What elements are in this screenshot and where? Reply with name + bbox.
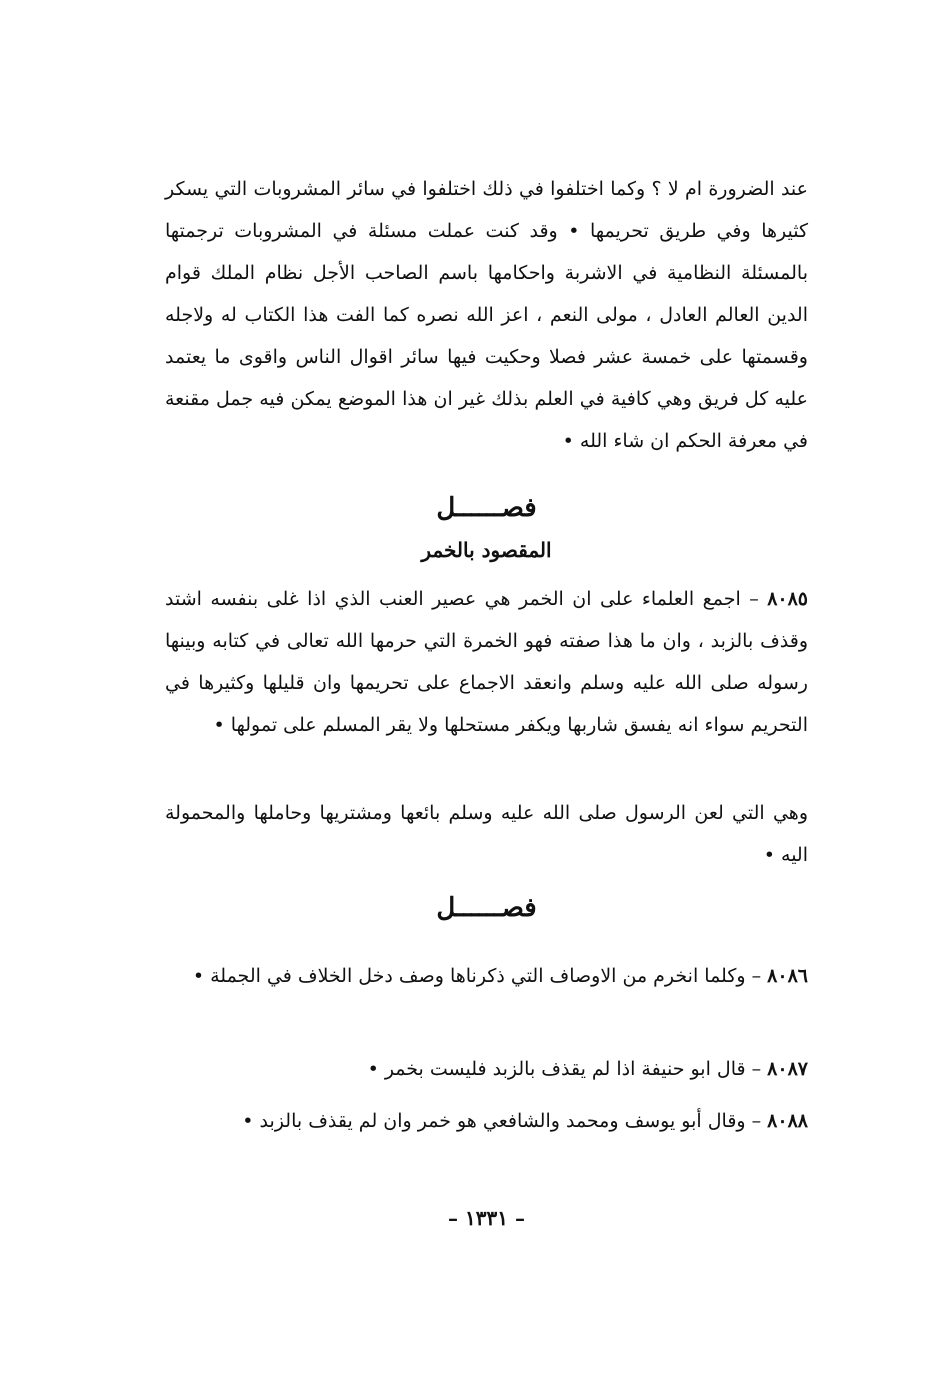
entry-number: ٨٠٨٨ (767, 1110, 808, 1132)
entry-line: بنفسه اشتد وقذف بالزبد ، وان ما هذا صفته فهو الخمرة التي حرمها الله (165, 588, 808, 652)
intro-text (165, 168, 808, 462)
section-subheading: المقصود بالخمر (421, 538, 552, 562)
entry-text (165, 578, 808, 746)
section-heading: فصــــــل (436, 493, 537, 523)
curse-text (165, 792, 808, 876)
intro-line: فيها سائر اقوال الناس واقوى ما يعتمد عليه كل فريق وهي كافية في العلم (165, 346, 809, 410)
page-number: – ١٣٣١ – (448, 1206, 525, 1230)
curse-paragraph (165, 792, 808, 876)
entry-line: تحريمها وان قليلها وكثيرها في التحريم سواء انه يفسق شاربها ويكفر (165, 672, 808, 736)
curse-line: والمحمولة اليه • (165, 802, 808, 866)
entry-line: – اجمع العلماء على ان الخمر هي عصير العنب الذي اذا غلى (266, 588, 759, 610)
entry-line: – وكلما انخرم من الاوصاف التي ذكرناها وصف دخل (358, 965, 762, 987)
entry-number: ٨٠٨٥ (767, 588, 809, 610)
curse-line: وهي التي لعن الرسول صلى الله عليه وسلم بائعها ومشتريها وحاملها (253, 802, 808, 824)
entry-8087 (165, 1048, 808, 1090)
intro-line: عند الضرورة ام لا ؟ وكما اختلفوا في ذلك اختلفوا في سائر المشروبات (253, 178, 808, 200)
section-heading: فصــــــل (436, 893, 537, 923)
entry-line: تعالى في كتابه وبينها رسوله صلى الله عليه وسلم وانعقد الاجماع على (165, 630, 808, 694)
entry-8088 (165, 1100, 808, 1142)
entry-line: – قال ابو حنيفة اذا لم يقذف بالزبد فليست بخمر • (367, 1058, 762, 1080)
intro-paragraph (165, 168, 808, 462)
entry-line: مستحلها ولا يقر المسلم على تمولها • (213, 714, 511, 736)
entry-8085 (165, 578, 808, 746)
entry-8086 (165, 955, 808, 997)
entry-text (165, 1048, 808, 1090)
entry-text (165, 1100, 808, 1142)
entry-line: – وقال أبو يوسف ومحمد والشافعي هو خمر وان لم يقذف (308, 1110, 762, 1132)
intro-line: الأجل نظام الملك قوام الدين العالم العادل ، مولى النعم ، اعز الله نصره (165, 262, 808, 326)
entry-line: الخلاف في الجملة • (192, 965, 353, 987)
entry-text (165, 955, 808, 997)
entry-number: ٨٠٨٦ (767, 965, 808, 987)
intro-line: المشروبات ترجمتها بالمسئلة النظامية في الاشربة واحكامها باسم الصاحب (165, 220, 809, 284)
intro-line: كما الفت هذا الكتاب له ولاجله وقسمتها على خمسة عشر فصلا وحكيت (165, 304, 808, 368)
intro-line: التي يسكر كثيرها وفي طريق تحريمها • وقد كنت عملت مسئلة في (165, 178, 809, 242)
entry-line: بالزبد • (242, 1110, 303, 1132)
intro-line: بذلك غير ان هذا الموضع يمكن فيه جمل مقنعة في معرفة الحكم ان شاء الله • (165, 388, 808, 452)
entry-number: ٨٠٨٧ (767, 1058, 808, 1080)
